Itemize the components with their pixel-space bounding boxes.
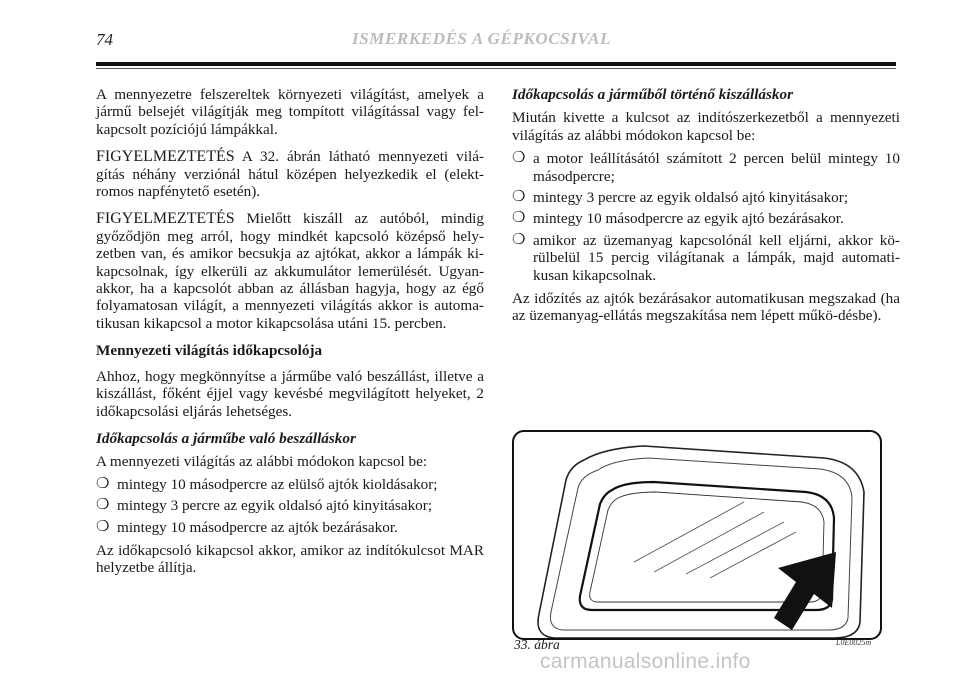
circle-bullet-icon: ❍: [96, 475, 110, 492]
header-rule-thick: [96, 62, 896, 66]
entry-list: [96, 476, 484, 536]
figure-code: L0E0025m: [836, 638, 872, 647]
dome-light-illustration: [514, 432, 880, 638]
right-column: [512, 86, 900, 335]
list-item: ❍ mintegy 3 percre az egyik oldalsó ajtó kinyitásakor;: [96, 497, 433, 515]
page-number: 74: [96, 30, 113, 49]
section-heading: Mennyezeti világítás időkapcsolója: [96, 342, 323, 360]
warning-label-2: FIGYELMEZTETÉS: [96, 210, 235, 228]
exit-intro: Miután kivette a kulcsot az indítószerkezetből a mennyezeti világítás az alábbi módokon kapcsol be:: [512, 109, 900, 144]
circle-bullet-icon: ❍: [512, 150, 526, 167]
figure-caption: 33. ábra: [514, 637, 560, 652]
exit-outro: Az időzítés az ajtók bezárásakor automatikusan megszakad (ha az üzemanyag-ellátás megszakítása nem lépett műkö-désbe).: [512, 290, 900, 325]
circle-bullet-icon: ❍: [512, 189, 526, 206]
lens-inner-outline: [590, 492, 824, 602]
entry-outro: Az időkapcsoló kikapcsol akkor, amikor az indítókulcsot MAR helyzetbe állítja.: [96, 541, 484, 577]
warning-label-1: FIGYELMEZTETÉS: [96, 148, 235, 166]
circle-bullet-icon: ❍: [96, 497, 110, 514]
circle-bullet-icon: ❍: [96, 518, 110, 535]
subheading-exit: Időkapcsolás a járműből történő kiszálláskor: [512, 86, 794, 103]
list-item: ❍ a motor leállításától számított 2 percen belül mintegy 10 másodpercre;: [512, 150, 900, 185]
warning-paragraph-2: [96, 210, 484, 332]
reflection-line: [686, 522, 784, 574]
warning-text-2: Mielőtt kiszáll az autóból, mindig győződjön meg arról, hogy mindkét kapcsoló középső hely-zetben van, és amikor becsukja az ajtókat, akkor a lámpák ki-kapcsolnak, így elkerüli az akkumulátor lemerülését. Ugyan-akkor, ha a kapcsolót abban az állásban hagyja, hogy az égő folyamatosan világít, a mennyezeti világítás akkor is automa-tikusan kikapcsol a motor kikapcsolása utáni 15. percben.: [96, 210, 484, 332]
circle-bullet-icon: ❍: [512, 210, 526, 227]
list-item: ❍ mintegy 3 percre az egyik oldalsó ajtó kinyitásakor;: [512, 189, 849, 207]
section-paragraph: Ahhoz, hogy megkönnyítse a járműbe való beszállást, illetve a kiszállást, főként éjjel vagy kevésbé megvilágított helyeket, 2 időkapcsolási eljárás lehetséges.: [96, 367, 484, 420]
pointer-arrow-icon: [774, 552, 836, 630]
circle-bullet-icon: ❍: [512, 231, 526, 248]
entry-intro: A mennyezeti világítás az alábbi módokon kapcsol be:: [96, 453, 428, 471]
watermark: carmanualsonline.info: [540, 650, 751, 673]
exit-list: [512, 150, 900, 284]
list-item: ❍ mintegy 10 másodpercre az elülső ajtók kioldásakor;: [96, 475, 438, 493]
list-item: ❍ mintegy 10 másodpercre az egyik ajtó bezárásakor.: [512, 210, 844, 228]
left-column: [96, 86, 484, 587]
figure-dome-light: [512, 430, 882, 640]
header-rule-thin: [96, 68, 896, 69]
subheading-entry: Időkapcsolás a járműbe való beszálláskor: [96, 429, 356, 447]
intro-paragraph: A mennyezetre felszereltek környezeti világítást, amelyek a jármű belsejét világítják meg tompított világítással vagy fel-kapcsolt pozíciójú lámpákkal.: [96, 86, 484, 138]
running-title: ISMERKEDÉS A GÉPKOCSIVAL: [352, 29, 612, 48]
warning-text-1: A 32. ábrán látható mennyezeti vilá-gítás néhány verziónál hátul középen helyezkedik el (elekt-romos napfénytető esetén).: [96, 148, 484, 201]
list-item: ❍ amikor az üzemanyag kapcsolónál kell eljárni, akkor kö-rülbelül 15 percig világítanak a lámpák, majd automati-kusan kikapcsolnak.: [512, 231, 900, 284]
list-item: ❍ mintegy 10 másodpercre az ajtók bezárásakor.: [96, 518, 398, 536]
warning-paragraph-1: [96, 148, 484, 200]
